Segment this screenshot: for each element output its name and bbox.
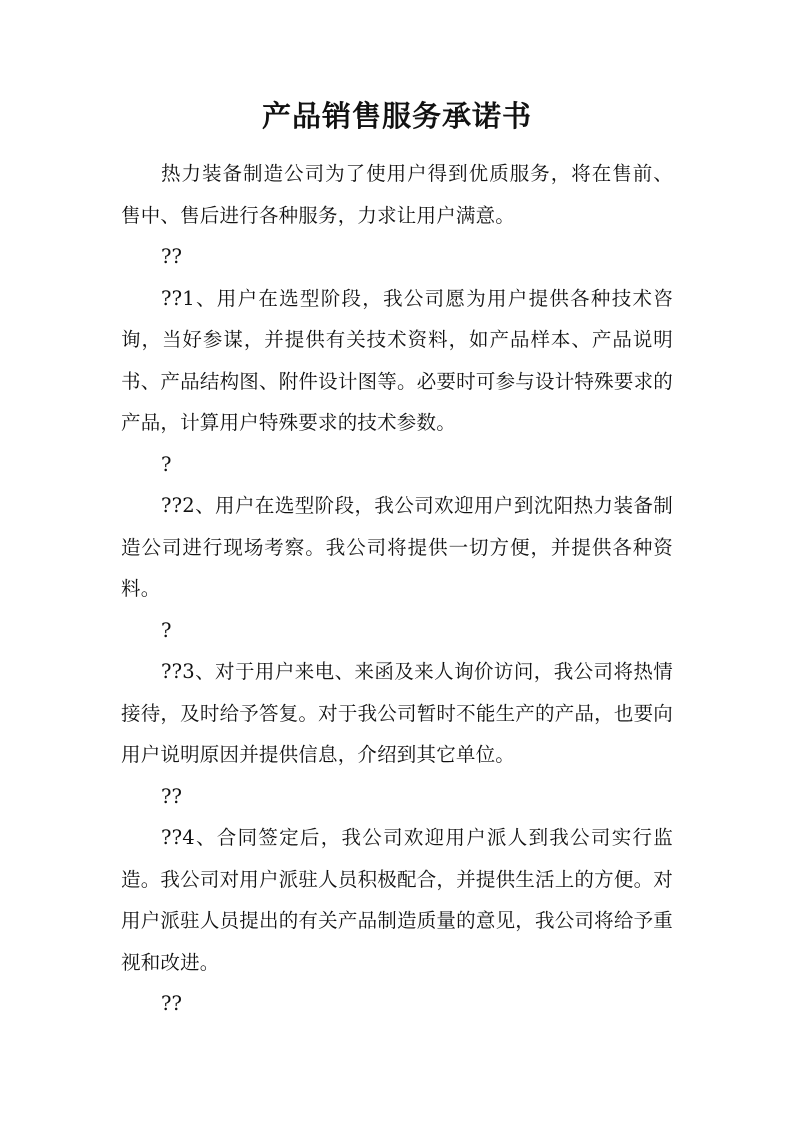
clause-4-paragraph: ??4、合同签定后，我公司欢迎用户派人到我公司实行监造。我公司对用户派驻人员积极配合，并提供生活上的方便。对用户派驻人员提出的有关产品制造质量的意见，我公司将给予重视和改进。 <box>121 826 673 974</box>
clause-2-paragraph: ??2、用户在选型阶段，我公司欢迎用户到沈阳热力装备制造公司进行现场考察。我公司将提供一切方便，并提供各种资料。 <box>121 494 673 600</box>
placeholder-line: ?? <box>161 784 182 808</box>
placeholder-line: ? <box>161 618 172 642</box>
placeholder-line: ? <box>161 452 172 476</box>
clause-1-paragraph: ??1、用户在选型阶段，我公司愿为用户提供各种技术咨询，当好参谋，并提供有关技术资料，如产品样本、产品说明书、产品结构图、附件设计图等。必要时可参与设计特殊要求的产品，计算用户特殊要求的技术参数。 <box>121 286 673 434</box>
document-title: 产品销售服务承诺书 <box>261 99 532 133</box>
placeholder-line: ?? <box>161 992 182 1015</box>
intro-paragraph: 热力装备制造公司为了使用户得到优质服务，将在售前、售中、售后进行各种服务，力求让用户满意。 <box>121 162 673 227</box>
placeholder-line: ?? <box>161 245 182 268</box>
clause-3-paragraph: ??3、对于用户来电、来函及来人询价访问，我公司将热情接待，及时给予答复。对于我公司暂时不能生产的产品，也要向用户说明原因并提供信息，介绍到其它单位。 <box>121 660 673 766</box>
